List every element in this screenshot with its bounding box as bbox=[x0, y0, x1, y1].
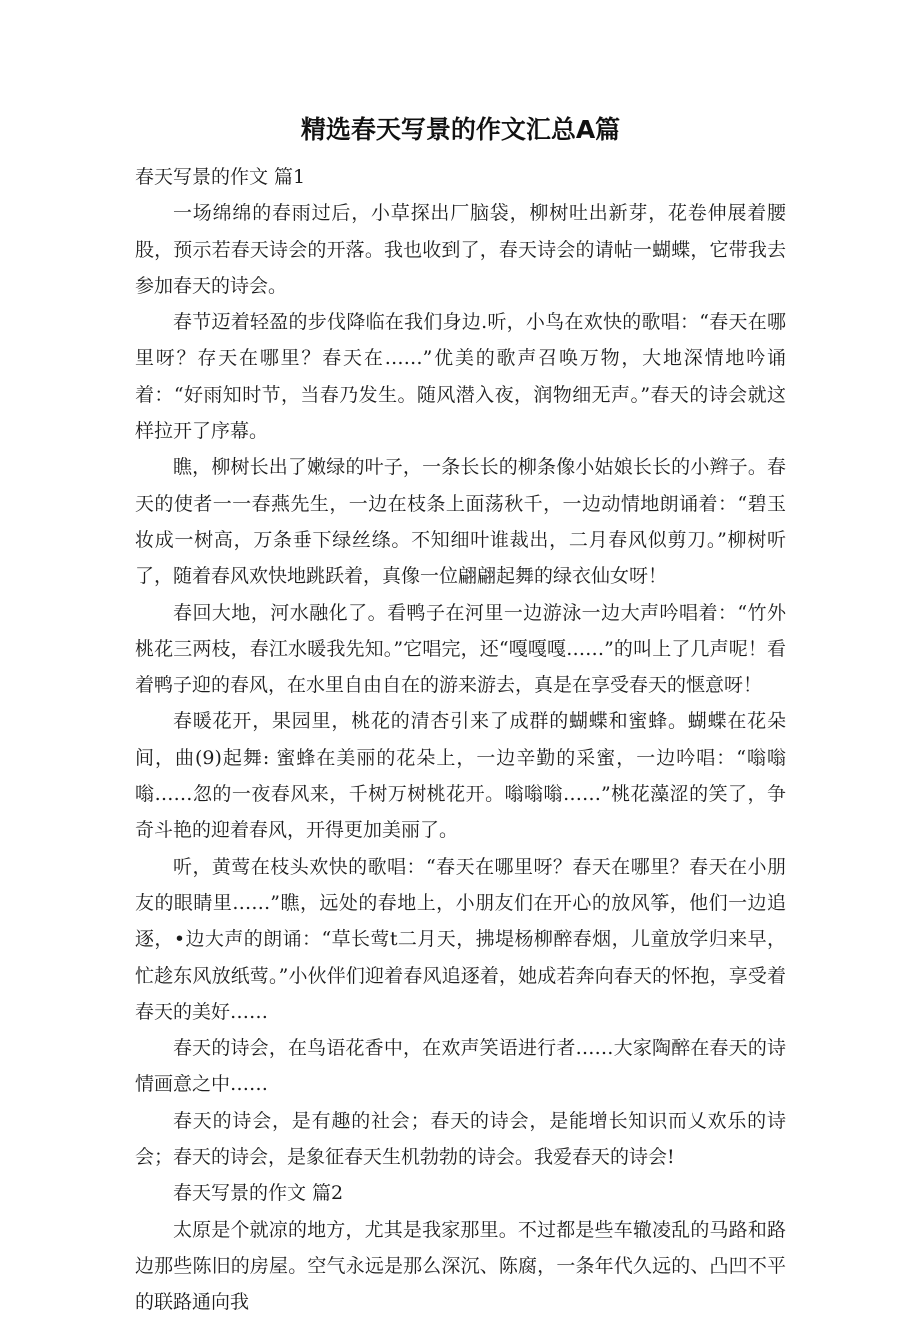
section-1-paragraph-4: 春回大地，河水融化了。看鸭子在河里一边游泳一边大声吟唱着：“竹外桃花三两枝，春江水暖我先知。”它唱完，还“嘎嘎嘎……”的叫上了几声呢！看着鸭子迎的春风，在水里自由自在的游来游去，真是在享受春天的惬意呀！ bbox=[135, 601, 786, 697]
section-1-paragraph-5: 春暖花开，果园里，桃花的清杏引来了成群的蝴蝶和蜜蜂。蝴蝶在花朵间，曲(9)起舞: 蜜蜂在美丽的花朵上，一边辛勤的采蜜，一边吟唱：“嗡嗡嗡……忽的一夜春风来，千树万树桃花开。嗡嗡嗡……”桃花藻涩的笑了，争奇斗艳的迎着春风，开得更加美丽了。 bbox=[135, 710, 786, 842]
section-1-paragraph-6: 听，黄莺在枝头欢快的歌唱：“春天在哪里呀？春天在哪里？春天在小朋友的眼睛里……”瞧，远处的春地上，小朋友们在开心的放风筝，他们一边追逐，•边大声的朗诵：“草长莺t二月天，拂堤杨柳醉春烟，儿童放学归来早，忙趁东风放纸莺。”小伙伴们迎着春风追逐着，她成若奔向春天的怀抱，享受着春天的美好…… bbox=[135, 855, 786, 1023]
section-1-paragraph-2: 春节迈着轻盈的步伐降临在我们身边.听，小鸟在欢快的歌唱：“春天在哪里呀？存天在哪里？春天在……”优美的歌声召唤万物，大地深情地吟诵着：“好雨知时节，当春乃发生。随风潜入夜，润物细无声。”春天的诗会就这样拉开了序幕。 bbox=[135, 311, 786, 443]
section-2-heading: 春天写景的作文 篇2 bbox=[173, 1182, 344, 1205]
section-1-paragraph-3: 瞧，柳树长出了嫩绿的叶子，一条长长的柳条像小姑娘长长的小辫子。春天的使者一一春燕先生，一边在枝条上面荡秋千，一边动情地朗诵着：“碧玉妆成一树高，万条垂下绿丝绦。不知细叶谁裁出，二月春风似剪刀。”柳树听了，随着春风欢快地跳跃着，真像一位翩翩起舞的绿衣仙女呀！ bbox=[135, 456, 786, 588]
section-2-paragraph-1: 太原是个就凉的地方，尤其是我家那里。不过都是些车辙凌乱的马路和路边那些陈旧的房屋。空气永远是那么深沉、陈腐，一条年代久远的、凸凹不平的联路通向我 bbox=[135, 1218, 786, 1314]
section-1-paragraph-1: 一场绵绵的春雨过后，小草探出厂脑袋，柳树吐出新芽，花卷伸展着腰股，预示若春天诗会的开落。我也收到了，春天诗会的请帖一蝴蝶，它带我去参加春天的诗会。 bbox=[135, 202, 786, 297]
section-1-heading: 春天写景的作文 篇1 bbox=[135, 166, 306, 188]
section-1-paragraph-7: 春天的诗会，在鸟语花香中，在欢声笑语进行者……大家陶醉在春天的诗情画意之中…… bbox=[135, 1037, 786, 1096]
document-title: 精选春天写景的作文汇总A篇 bbox=[300, 115, 621, 144]
section-1-paragraph-8: 春天的诗会，是有趣的社会；春天的诗会，是能增长知识而乂欢乐的诗会；春天的诗会，是象征春天生机勃勃的诗会。我爱春天的诗会! bbox=[135, 1109, 786, 1169]
